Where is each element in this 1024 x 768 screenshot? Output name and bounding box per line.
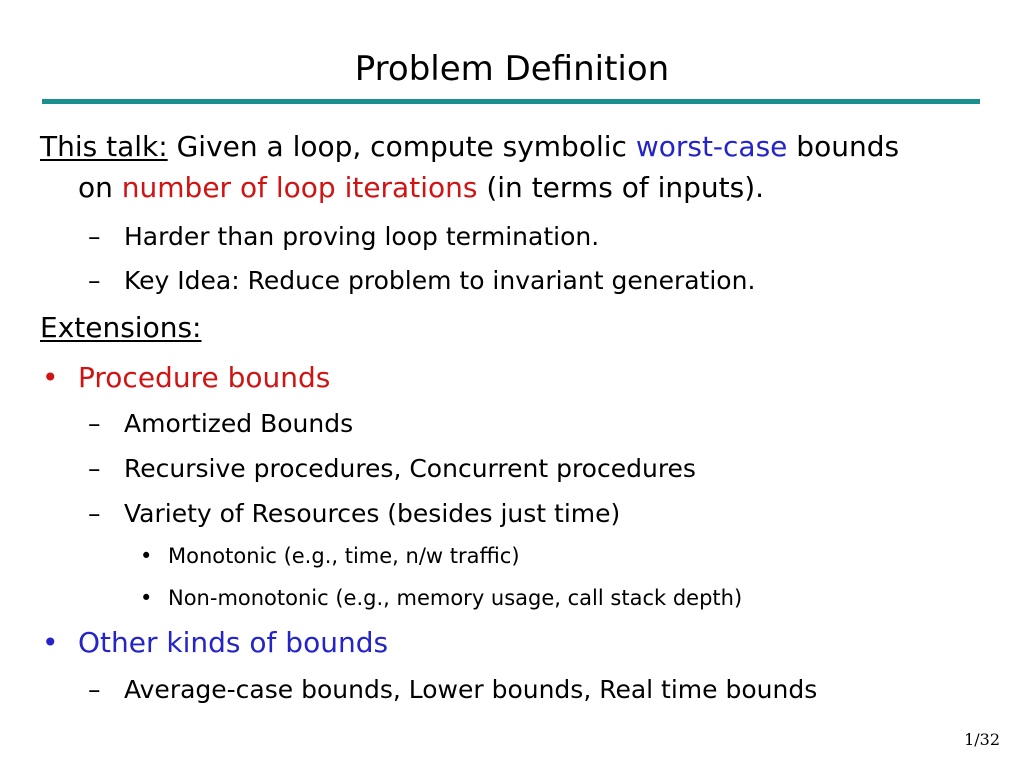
procedure-subitem: Recursive procedures, Concurrent procedures [124,454,696,483]
intro-line-1 [40,130,899,163]
intro-text-on: on [78,171,122,204]
intro-text-bounds: bounds [787,130,900,163]
extensions-label: Extensions: [40,311,202,344]
resource-subsubitem: Monotonic (e.g., time, n/w traffic) [168,544,520,568]
loop-iterations-highlight: number of loop iterations [121,171,478,204]
resource-subsubitem: Non-monotonic (e.g., memory usage, call stack depth) [168,586,743,610]
intro-text: Given a loop, compute symbolic [167,130,636,163]
bullet-marker: • [42,626,59,659]
dash-marker: – [88,222,101,251]
worst-case-highlight: worst-case [635,130,788,163]
intro-line-2 [78,171,764,204]
dash-marker: – [88,675,101,704]
intro-subitem: Harder than proving loop termination. [124,222,600,251]
other-bounds-subitem: Average-case bounds, Lower bounds, Real time bounds [124,675,818,704]
small-bullet-marker: • [140,544,153,568]
intro-subitem: Key Idea: Reduce problem to invariant generation. [124,266,756,295]
other-bounds-item: Other kinds of bounds [78,626,389,659]
procedure-subitem: Variety of Resources (besides just time) [124,499,621,528]
dash-marker: – [88,409,101,438]
procedure-bounds-item: Procedure bounds [78,361,331,394]
small-bullet-marker: • [140,586,153,610]
bullet-marker: • [42,361,59,394]
page-number: 1/32 [964,730,1000,749]
dash-marker: – [88,499,101,528]
title-divider [42,99,980,104]
dash-marker: – [88,454,101,483]
procedure-subitem: Amortized Bounds [124,409,354,438]
slide-title: Problem Definition [354,49,670,89]
dash-marker: – [88,266,101,295]
intro-text-inputs: (in terms of inputs). [477,171,765,204]
intro-label: This talk: [40,130,168,163]
